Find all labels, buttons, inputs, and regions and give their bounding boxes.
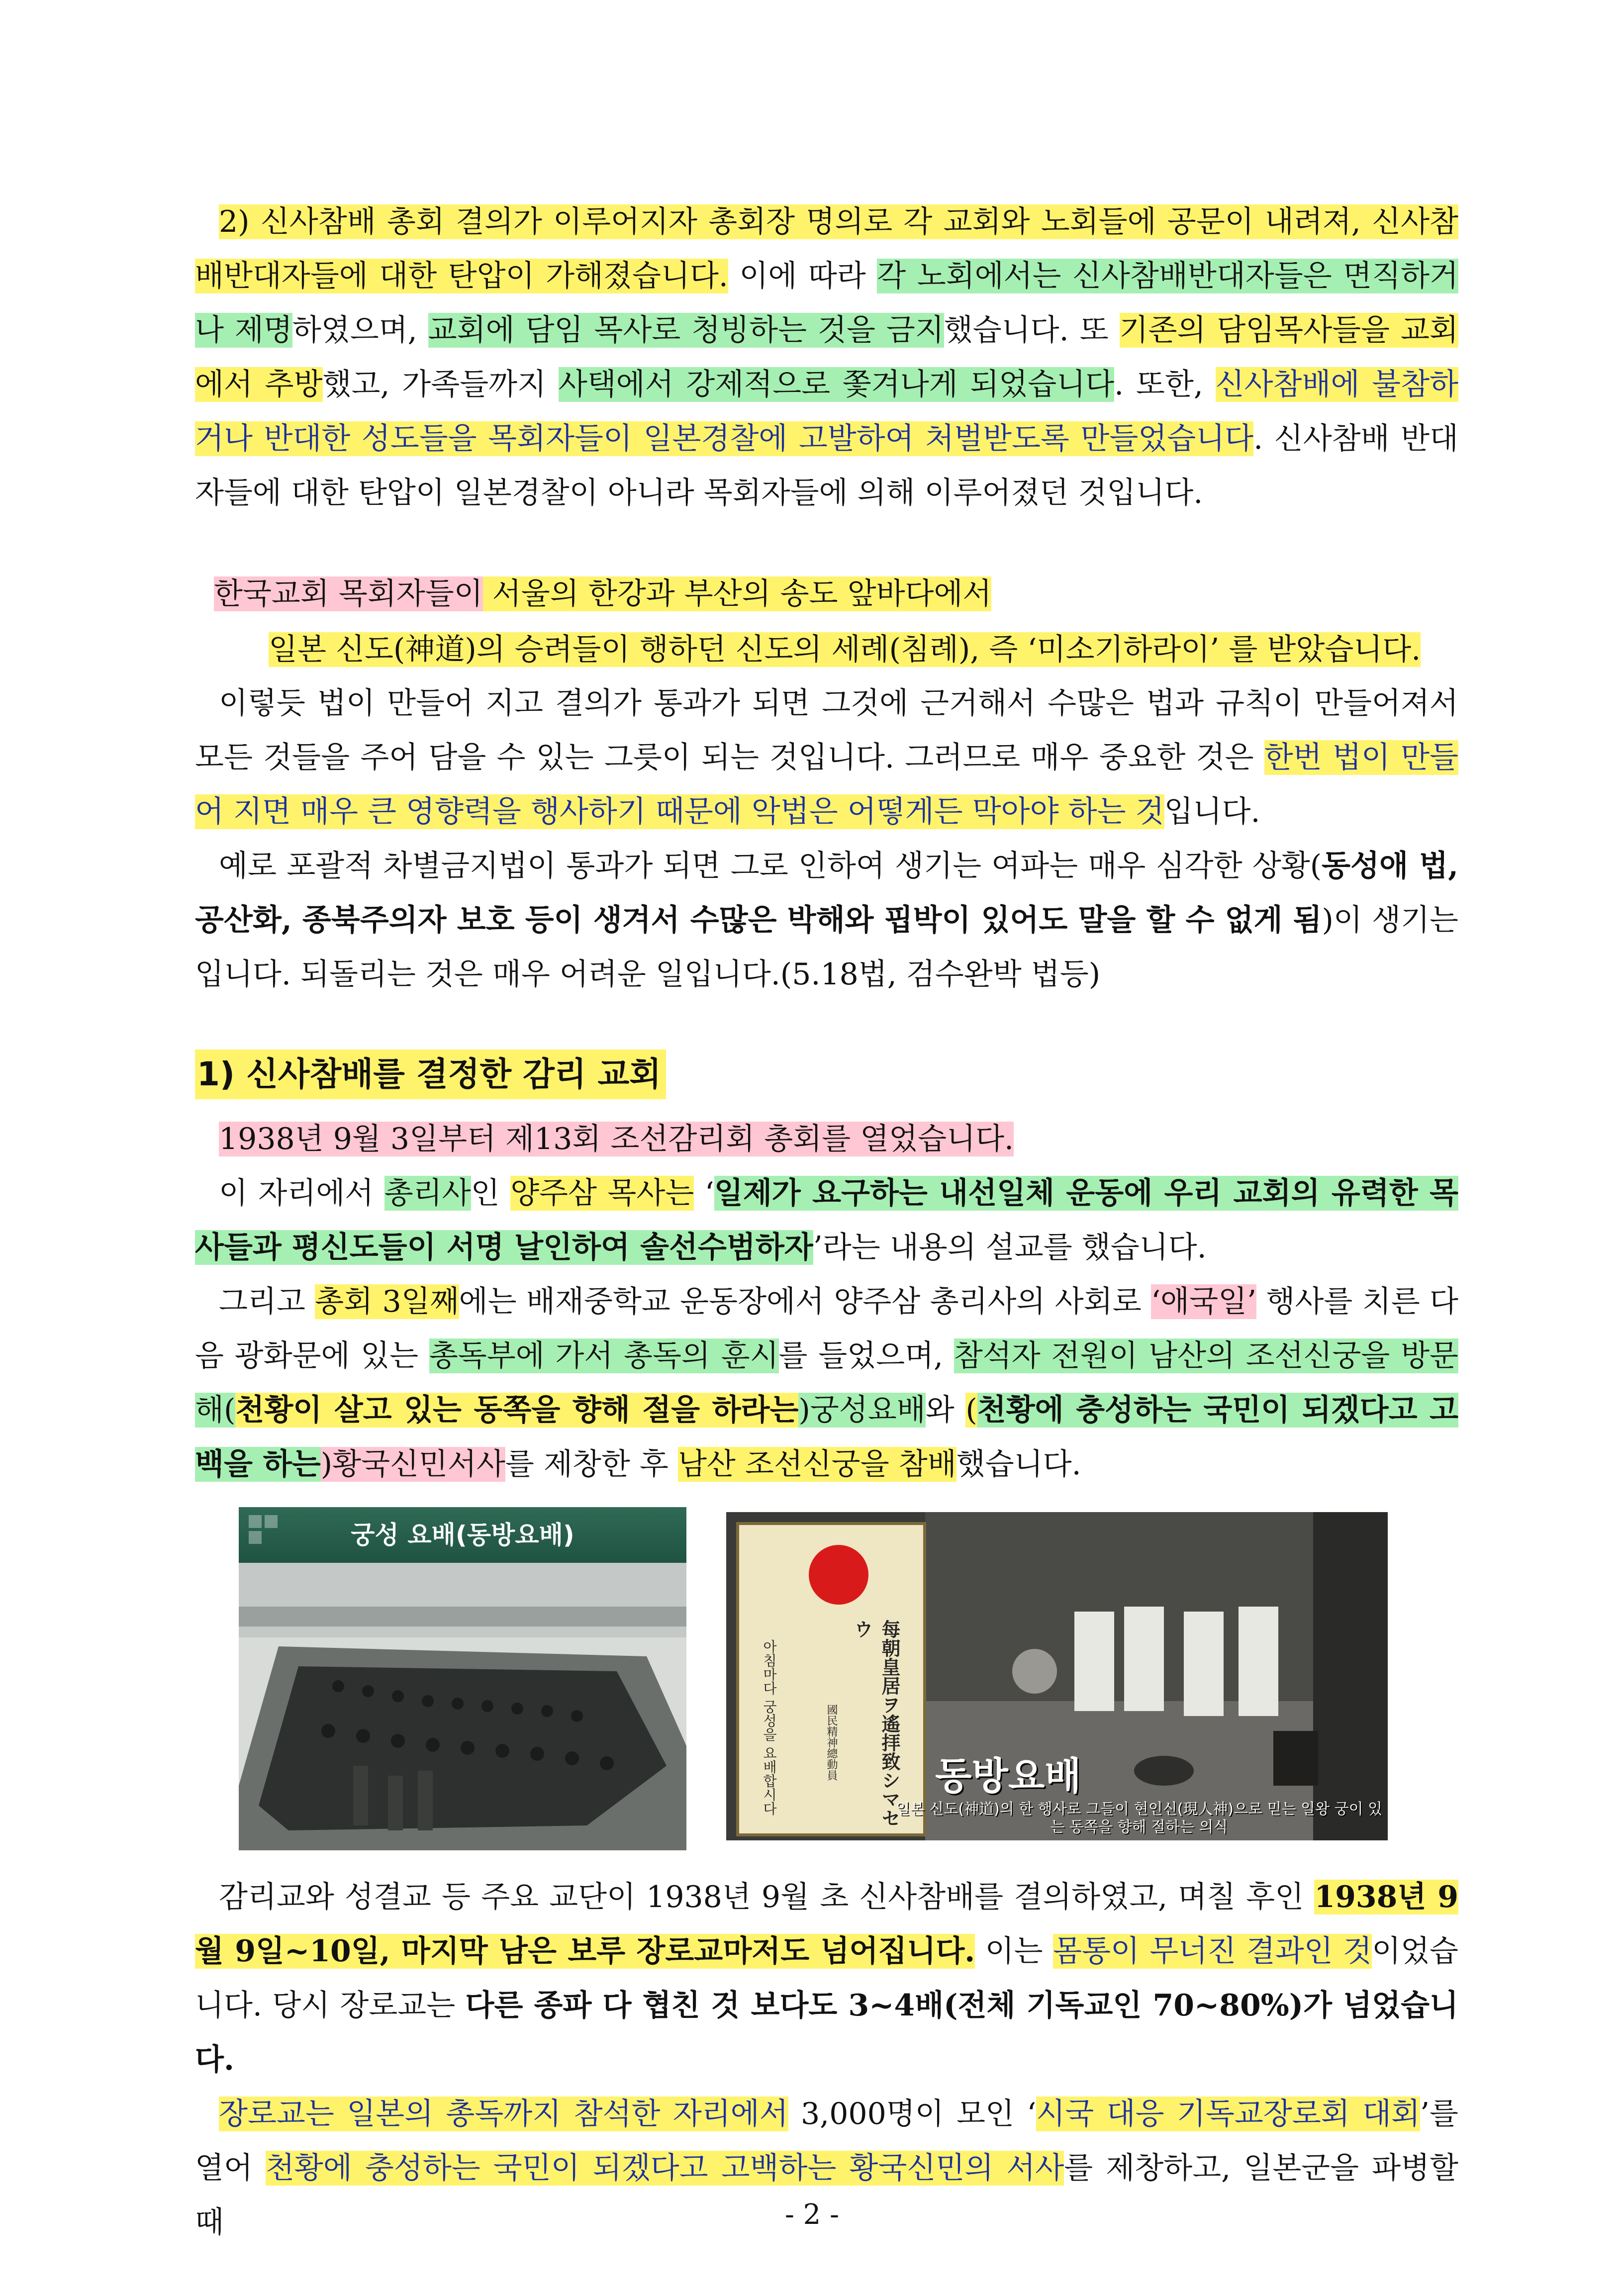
highlight-text: 2) 신사참배 총회 결의가 이루어지자 총회장 명의로 각 교회와 노회들에 공문이 내려져, 신사참배반대자들에 대한 탄압이 가해졌습니다.: [195, 204, 1458, 293]
photo-caption-text: 일본 신도(神道)의 한 행사로 그들이 현인신(現人神)으로 믿는 일왕 궁이 있는 동쪽을 향해 절하는 의식: [895, 1801, 1383, 1836]
photo-caption-title: 동방요배: [935, 1754, 1081, 1798]
quote-line-1: 한국교회 목회자들이 서울의 한강과 부산의 송도 앞바다에서: [214, 576, 992, 611]
paragraph-law: 이렇듯 법이 만들어 지고 결의가 통과가 되면 그것에 근거해서 수많은 법과 규칙이 만들어져서 모든 것들을 주어 담을 수 있는 그릇이 되는 것입니다. 그러므로 매우 중요한 것은 한번 법이 만들어 지면 매우 큰 영향력을 행사하기 때문에 악법은 어떻게든 막아야 하는 것입니다. 예로 포괄적 차별금지법이 통과가 되면 그로 인하여 생기는 여파는 매우 심각한 상황(동성애 법, 공산화, 종북주의자 보호 등이 생겨서 수많은 박해와 핍박이 있어도 말을 할 수 없게 됨)이 생기는 입니다. 되돌리는 것은 매우 어려운 일입니다.(5.18법, 검수완박 법등): [195, 686, 1459, 992]
page-number: - 2 -: [784, 2199, 840, 2231]
paragraph-persecution: 2) 신사참배 총회 결의가 이루어지자 총회장 명의로 각 교회와 노회들에 공문이 내려져, 신사참배반대자들에 대한 탄압이 가해졌습니다. 이에 따라 각 노회에서는 신사참배반대자들은 면직하거나 제명하였으며, 교회에 담임 목사로 청빙하는 것을 금지했습니다. 또 기존의 담임목사들을 교회에서 추방했고, 가족들까지 사택에서 강제적으로 쫓겨나게 되었습니다. 또한, 신사참배에 불참하거나 반대한 성도들을 목회자들이 일본경찰에 고발하여 처벌받도록 만들었습니다. 신사참배 반대자들에 대한 탄압이 일본경찰이 아니라 목회자들에 의해 이루어졌던 것입니다.: [195, 204, 1458, 510]
highlight-text: 교회에 담임 목사로 청빙하는 것을 금지: [428, 313, 944, 348]
photo-kyujo-yohai: [239, 1507, 686, 1850]
paragraph-methodist: 1938년 9월 3일부터 제13회 조선감리회 총회를 열었습니다. 이 자리에서 총리사인 양주삼 목사는 ‘일제가 요구하는 내선일체 운동에 우리 교회의 유력한 목사들과 평신도들이 서명 날인하여 솔선수범하자’라는 내용의 설교를 했습니다. 그리고 총회 3일째에는 배재중학교 운동장에서 양주삼 총리사의 사회로 ‘애국일’ 행사를 치른 다음 광화문에 있는 총독부에 가서 총독의 훈시를 들었으며, 참석자 전원이 남산의 조선신궁을 방문해(천황이 살고 있는 동쪽을 향해 절을 하라는)궁성요배와 (천황에 충성하는 국민이 되겠다고 고백을 하는)황국신민서사를 제창한 후 남산 조선신궁을 참배했습니다.: [195, 1122, 1459, 1482]
photo-tongbang-yohai: [726, 1512, 1388, 1840]
highlight-text: 각 노회에서는 신사참배반대자들은 면직하거나 제명: [195, 259, 1458, 348]
highlight-text: 사택에서 강제적으로 쫓겨나게 되었습니다: [558, 367, 1115, 402]
poster-scroll: 每朝皇居ヲ遙拝致シマセウ 國民精神總動員 아침마다 궁성을 요배합시다: [736, 1522, 926, 1836]
highlight-text: 한번 법이 만들어 지면 매우 큰 영향력을 행사하기 때문에 악법은 어떻게든 막아야 하는 것: [195, 740, 1459, 829]
highlight-text: 1938년 9월 3일부터 제13회 조선감리회 총회를 열었습니다.: [219, 1122, 1014, 1156]
rising-sun-flag-icon: [809, 1545, 868, 1605]
paragraph-presbyterian: 감리교와 성결교 등 주요 교단이 1938년 9월 초 신사참배를 결의하였고, 며칠 후인 1938년 9월 9일~10일, 마지막 남은 보루 장로교마저도 넘어집니다. 이는 몸통이 무너진 결과인 것이었습니다. 당시 장로교는 다른 종파 다 협친 것 보다도 3~4배(전체 기독교인 70~80%)가 넘었습니다. 장로교는 일본의 총독까지 참석한 자리에서 3,000명이 모인 ‘시국 대응 기독교장로회 대회’를 열어 천황에 충성하는 국민이 되겠다고 고백하는 황국신민의 서사를 제창하고, 일본군을 파병할 때: [195, 1880, 1458, 2240]
highlight-text: 기존의 담임목사들을 교회에서 추방: [195, 313, 1458, 402]
photo-title: 궁성 요배(동방요배): [351, 1521, 574, 1549]
quote-line-2: 일본 신도(神道)의 승려들이 행하던 신도의 세례(침례), 즉 ‘미소기하라이’ 를 받았습니다.: [269, 632, 1421, 667]
section-heading: 1) 신사참배를 결정한 감리 교회: [195, 1050, 666, 1099]
highlight-text: 신사참배에 불참하거나 반대한 성도들을 목회자들이 일본경찰에 고발하여 처벌받도록 만들었습니다: [195, 367, 1458, 456]
